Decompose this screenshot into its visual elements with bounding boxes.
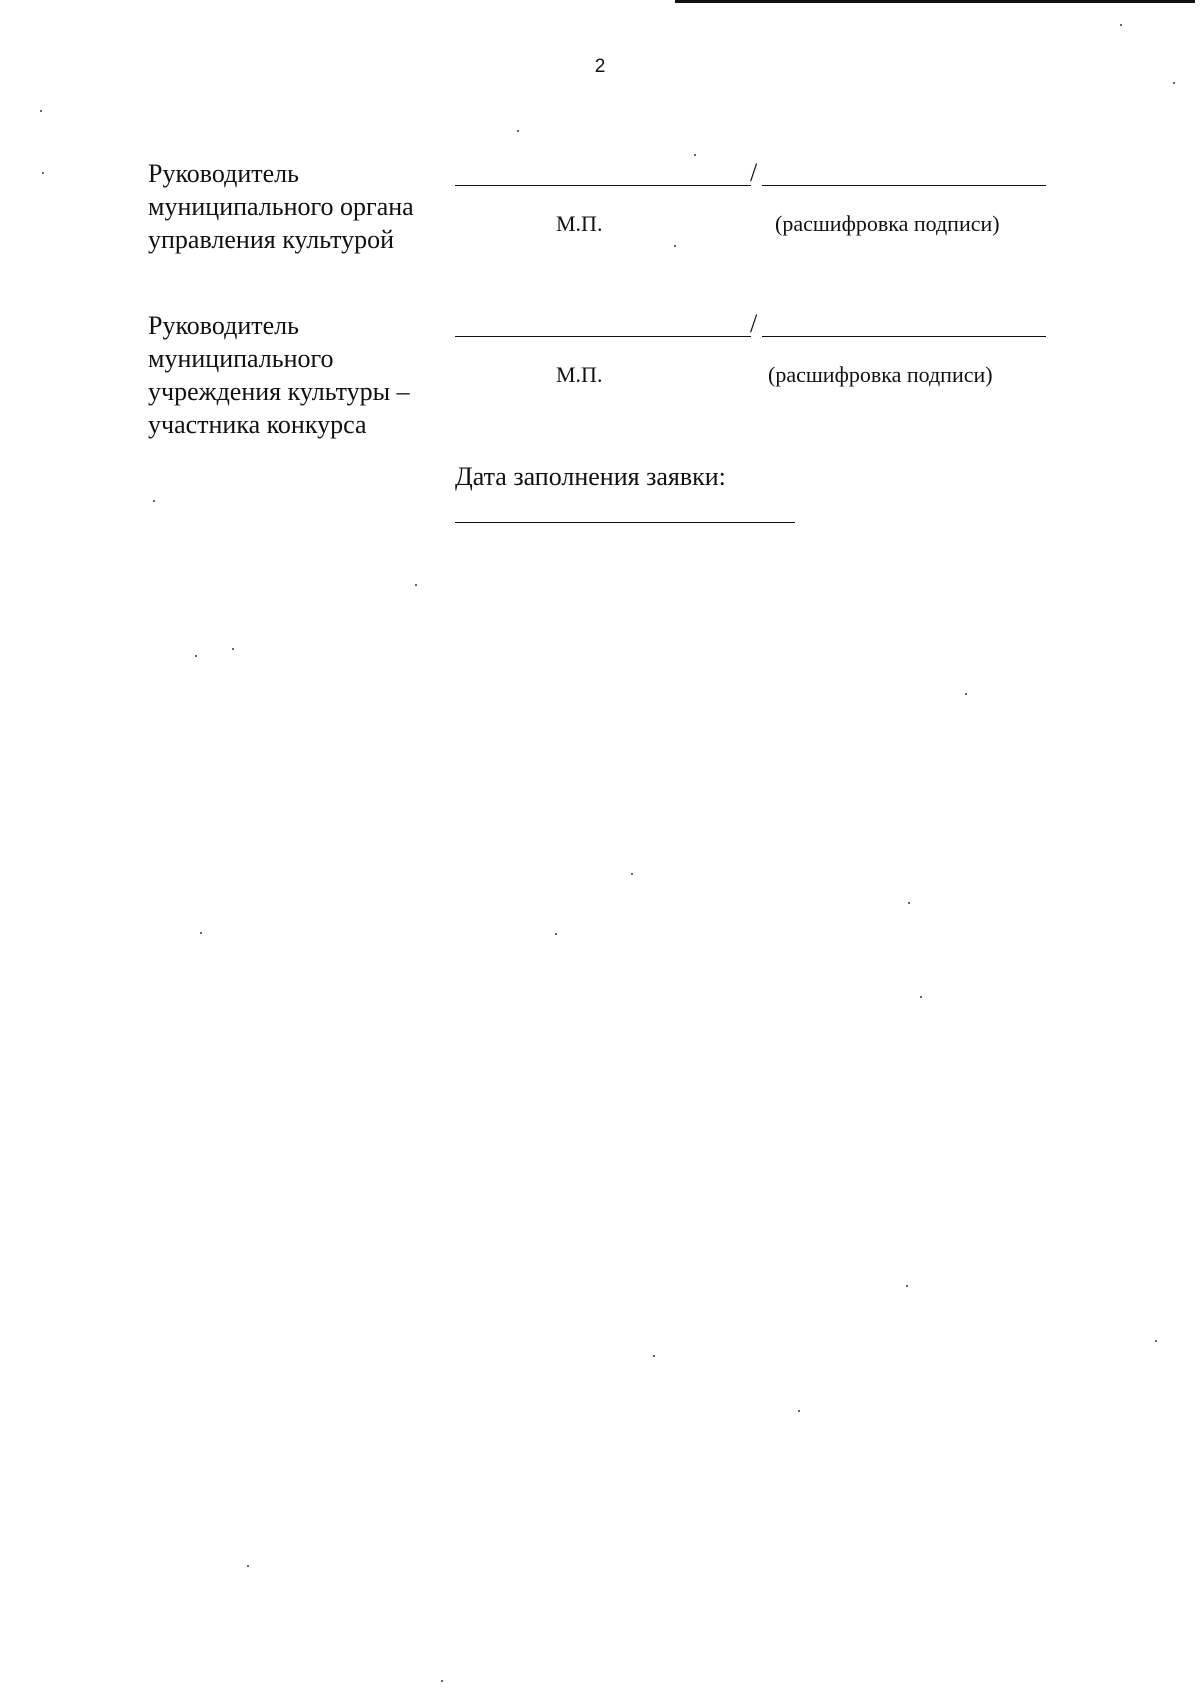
role-line: муниципального xyxy=(148,344,334,373)
scan-speck xyxy=(631,873,633,875)
decode-label: (расшифровка подписи) xyxy=(768,362,993,387)
signature-separator: / xyxy=(750,309,758,338)
scan-speck xyxy=(517,130,519,132)
stamp-label: М.П. xyxy=(556,362,603,387)
scan-speck xyxy=(906,1285,908,1287)
scan-speck xyxy=(965,693,967,695)
scan-speck xyxy=(441,1680,443,1682)
decode-line xyxy=(762,185,1046,186)
scan-speck xyxy=(798,1410,800,1412)
scan-speck xyxy=(694,154,696,156)
scan-speck xyxy=(555,933,557,935)
scan-speck xyxy=(1155,1340,1157,1342)
scan-speck xyxy=(232,648,234,650)
stamp-label: М.П. xyxy=(556,211,603,236)
scan-speck xyxy=(908,902,910,904)
scan-speck xyxy=(200,932,202,934)
signature-separator: / xyxy=(750,158,758,187)
decode-label: (расшифровка подписи) xyxy=(775,211,1000,236)
scan-speck xyxy=(674,245,676,247)
role-line: Руководитель xyxy=(148,311,299,340)
role-line: управления культурой xyxy=(148,225,395,254)
decode-line xyxy=(762,336,1046,337)
role-line: Руководитель xyxy=(148,159,299,188)
scan-speck xyxy=(247,1565,249,1567)
scan-speck xyxy=(40,110,42,112)
scan-speck xyxy=(920,996,922,998)
signature-line xyxy=(455,185,751,186)
scan-speck xyxy=(42,172,44,174)
scan-speck xyxy=(195,655,197,657)
top-rule xyxy=(675,0,1195,3)
scan-speck xyxy=(415,584,417,586)
page-number: 2 xyxy=(594,56,606,77)
scan-speck xyxy=(153,500,155,502)
role-line: участника конкурса xyxy=(148,410,367,439)
scan-speck xyxy=(1120,24,1122,26)
scan-speck xyxy=(653,1355,655,1357)
role-title-2 xyxy=(148,309,410,441)
date-line xyxy=(455,522,795,523)
scan-speck xyxy=(1173,82,1175,84)
role-line: учреждения культуры – xyxy=(148,377,410,406)
date-label: Дата заполнения заявки: xyxy=(455,462,726,491)
signature-line xyxy=(455,336,751,337)
role-line: муниципального органа xyxy=(148,192,414,221)
role-title-1 xyxy=(148,157,414,256)
